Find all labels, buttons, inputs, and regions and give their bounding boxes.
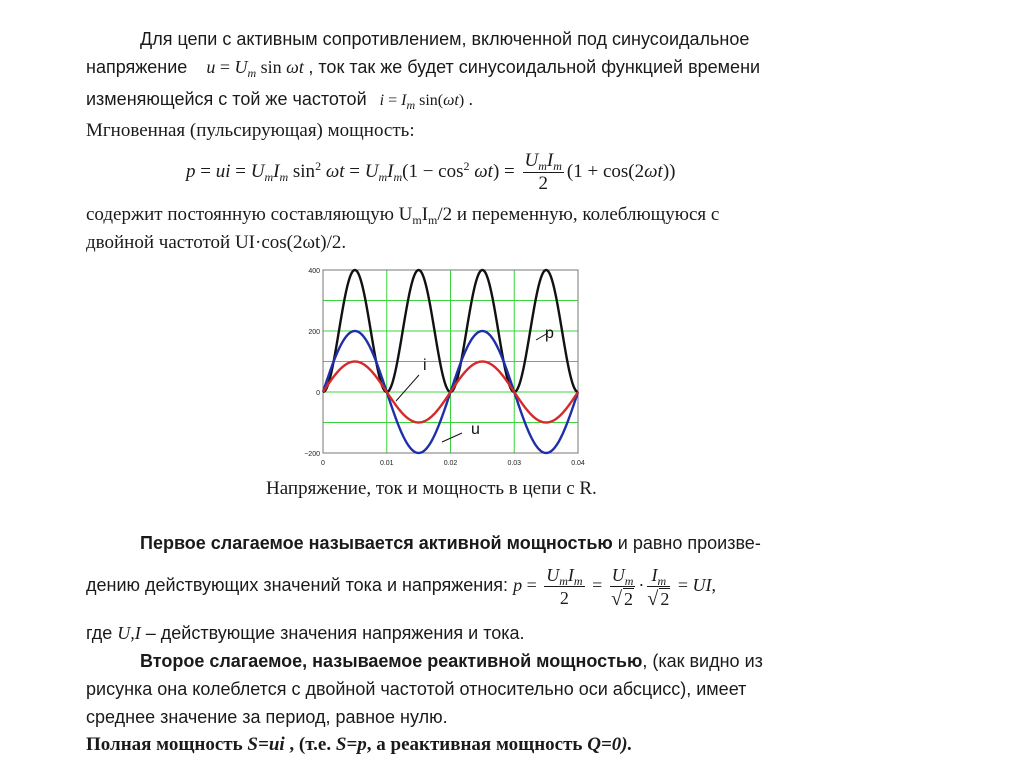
label-leader-i bbox=[396, 375, 419, 401]
chart-grid bbox=[323, 270, 578, 453]
power-chart bbox=[290, 262, 590, 472]
series-label-u: u bbox=[471, 421, 480, 438]
y-tick-label: −200 bbox=[304, 451, 320, 458]
y-tick-label: 0 bbox=[316, 390, 320, 397]
reactive-power-bold: Второе слагаемое, называемое реактивной мощностью bbox=[140, 651, 643, 671]
active-power-line-2: дению действующих значений тока и напряжения: p = $\frac{U_mI_m}{2}$ = $\frac{U_m}{√ 2}$ · $\frac{I_m}{√ 2}$ = UI, bbox=[86, 564, 717, 610]
intro-line-2-pre: напряжение bbox=[86, 57, 188, 77]
formula-active-power: p = $\frac{U_mI_m}{2}$ = $\frac{U_m}{√ 2}$ · $\frac{I_m}{√ 2}$ = UI, bbox=[513, 564, 717, 610]
contains-line-2: двойной частотой UI·cos(2ωt)/2. bbox=[86, 232, 347, 253]
intro-line-2-post: , ток так же будет синусоидальной функцией времени bbox=[308, 57, 761, 77]
active-power-bold: Первое слагаемое называется активной мощностью bbox=[140, 533, 613, 553]
series-label-p: p bbox=[545, 325, 554, 342]
series-label-i: i bbox=[423, 357, 427, 374]
formula-current: $i = I_m$ sin(ωt) bbox=[379, 92, 465, 112]
rms-line: где U,I – действующие значения напряжения и тока. bbox=[86, 623, 525, 643]
x-tick-label: 0 bbox=[321, 460, 325, 467]
power-heading: Мгновенная (пульсирующая) мощность: bbox=[86, 120, 415, 141]
reactive-line-3: среднее значение за период, равное нулю. bbox=[86, 707, 448, 727]
full-power-line: Полная мощность S=ui , (т.е. S=p, а реактивная мощность Q=0). bbox=[86, 734, 633, 755]
chart-caption: Напряжение, ток и мощность в цепи с R. bbox=[266, 478, 597, 499]
formula-voltage: $u = U_m$ sin ωt bbox=[206, 57, 304, 80]
x-tick-label: 0.02 bbox=[443, 460, 458, 467]
power-fraction: $\frac{U_mI_m}{2}$ bbox=[524, 150, 562, 195]
label-leader-u bbox=[442, 433, 462, 442]
x-tick-label: 0.01 bbox=[379, 460, 394, 467]
intro-line-2 bbox=[86, 56, 760, 78]
y-tick-label: 200 bbox=[308, 329, 320, 336]
x-tick-label: 0.03 bbox=[507, 460, 522, 467]
intro-line-3 bbox=[86, 88, 473, 112]
chart-labels bbox=[304, 268, 585, 467]
intro-line-3-post: . bbox=[468, 89, 474, 109]
contains-line-1: содержит постоянную составляющую $U_mI_m/2$ и переменную, колеблющуюся с bbox=[86, 204, 720, 227]
y-tick-label: 400 bbox=[308, 268, 320, 275]
intro-line-1: Для цепи с активным сопротивлением, включенной под синусоидальное bbox=[140, 29, 750, 49]
x-tick-label: 0.04 bbox=[571, 460, 585, 467]
reactive-line-1: Второе слагаемое, называемое реактивной мощностью, (как видно из bbox=[140, 651, 763, 671]
reactive-line-2: рисунка она колеблется с двойной частотой относительно оси абсцисс), имеет bbox=[86, 679, 747, 699]
formula-instant-power: p = ui = $U_mI_m$ $\sin^2 \omega t = U_mI_m(1 - \cos^2 \omega t)$ = $\frac{U_mI_m}{2}$ (1 + cos(2ωt)) bbox=[186, 150, 676, 195]
intro-line-3-pre: изменяющейся с той же частотой bbox=[86, 89, 367, 109]
active-power-line-1: Первое слагаемое называется активной мощностью и равно произве- bbox=[140, 533, 761, 553]
